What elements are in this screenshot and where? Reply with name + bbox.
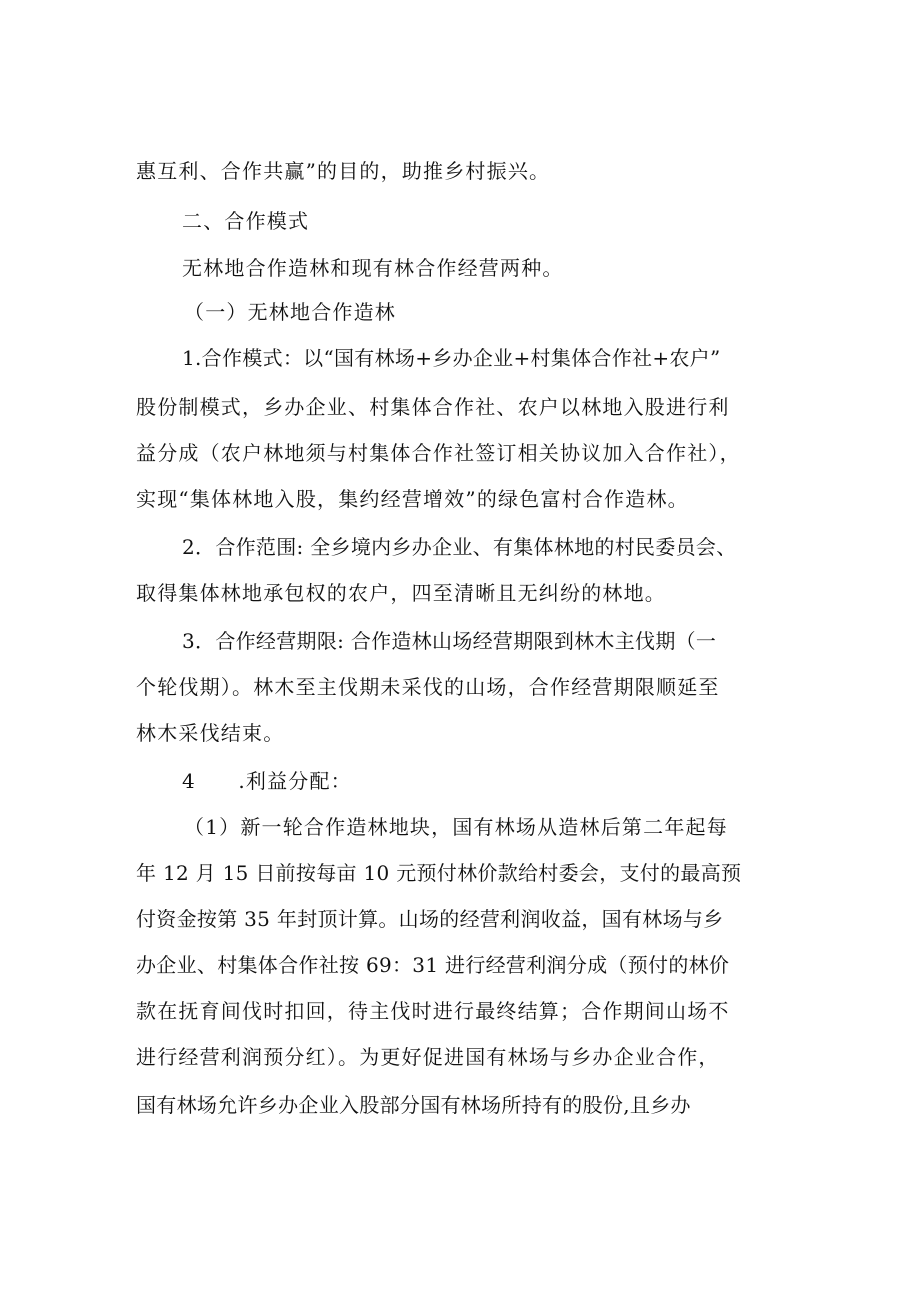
paragraph-line: 年 12 月 15 日前按每亩 10 元预付林价款给村委会，支付的最高预	[136, 861, 742, 885]
paragraph-line: 取得集体林地承包权的农户，四至清晰且无纠纷的林地。	[136, 581, 666, 605]
paragraph-line: 林木采伐结束。	[136, 721, 285, 745]
paragraph-line: （1）新一轮合作造林地块，国有林场从造林后第二年起每	[184, 815, 728, 839]
paragraph-line: 3．合作经营期限: 合作造林山场经营期限到林木主伐期（一	[182, 629, 717, 653]
paragraph-line: 益分成（农户林地须与村集体合作社签订相关协议加入合作社），	[136, 441, 741, 465]
subsection-heading: （一）无林地合作造林	[184, 300, 396, 324]
paragraph-line: 1.合作模式：以“国有林场+乡办企业+村集体合作社+农户”	[182, 346, 721, 370]
paragraph-line: 付资金按第 35 年封顶计算。山场的经营利润收益，国有林场与乡	[136, 907, 724, 931]
paragraph-line: 个轮伐期）。林木至主伐期未采伐的山场，合作经营期限顺延至	[136, 675, 720, 699]
list-item-heading: 4 .利益分配：	[182, 769, 352, 793]
paragraph-line: 实现“集体林地入股，集约经营增效”的绿色富村合作造林。	[136, 487, 689, 511]
paragraph-line: 2．合作范围: 全乡境内乡办企业、有集体林地的村民委员会、	[182, 535, 737, 559]
paragraph-line: 办企业、村集体合作社按 69：31 进行经营利润分成（预付的林价	[136, 953, 730, 977]
paragraph-line: 无林地合作造林和现有林合作经营两种。	[182, 256, 564, 280]
paragraph-line: 股份制模式，乡办企业、村集体合作社、农户以林地入股进行利	[136, 395, 730, 419]
paragraph-line: 国有林场允许乡办企业入股部分国有林场所持有的股份,且乡办	[136, 1093, 691, 1117]
paragraph-line: 进行经营利润预分红）。为更好促进国有林场与乡办企业合作，	[136, 1045, 720, 1069]
paragraph-line: 惠互利、合作共赢”的目的，助推乡村振兴。	[136, 159, 551, 183]
paragraph-line: 款在抚育间伐时扣回，待主伐时进行最终结算；合作期间山场不	[136, 999, 730, 1023]
section-heading: 二、合作模式	[182, 209, 310, 233]
